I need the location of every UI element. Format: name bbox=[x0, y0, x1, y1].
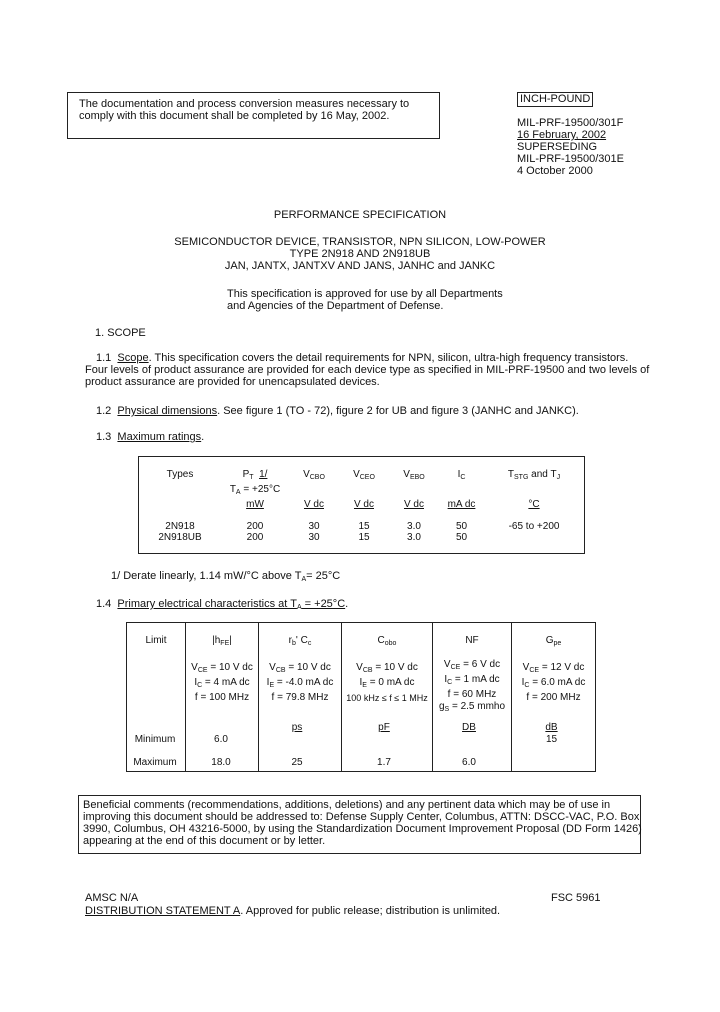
electrical-characteristics-table bbox=[126, 622, 596, 772]
document-header bbox=[517, 117, 624, 177]
section-1-3-title: Maximum ratings bbox=[117, 431, 202, 443]
max-cobo: 1.7 bbox=[377, 757, 391, 768]
section-1-3-number: 1.3 bbox=[96, 431, 112, 443]
row-pt: 200 bbox=[246, 532, 264, 543]
row-vceo: 15 bbox=[358, 532, 370, 543]
table-row bbox=[139, 532, 584, 543]
ratings-footnote: 1/ Derate linearly, 1.14 mW/°C above $T_A= 25^\circ C$ bbox=[111, 570, 341, 583]
col-vebo: $V_{EBO}$ bbox=[403, 469, 425, 481]
col-limit: Limit bbox=[127, 623, 186, 771]
approval-line-2: and Agencies of the Department of Defense. bbox=[227, 300, 444, 312]
unit-temp: °C bbox=[528, 499, 540, 510]
comments-line-1: Beneficial comments (recommendations, additions, deletions) and any pertinent data which may be of use in bbox=[83, 799, 611, 811]
section-1-2-number: 1.2 bbox=[96, 405, 112, 417]
col-gpe: $G_{pe}$ $V_{CE} = 12$ V dc $I_C = 6.0$ mA dc f = 200 MHz bbox=[521, 635, 586, 703]
max-nf: 6.0 bbox=[462, 757, 476, 768]
doc-number: MIL-PRF-19500/301F bbox=[517, 117, 624, 129]
col-hfe: $|h_{FE}|$ $V_{CE} = 10$ V dc $I_C = 4$ mA dc f = 100 MHz bbox=[186, 623, 259, 771]
row-type: 2N918 bbox=[165, 521, 195, 532]
row-pt: 200 bbox=[246, 521, 264, 532]
row-vebo: 3.0 bbox=[407, 532, 421, 543]
col-ic: $I_C$ bbox=[457, 469, 466, 481]
notice-line-1: The documentation and process conversion measures necessary to bbox=[79, 98, 410, 110]
col-rb-cc: $r_b'$ $C_c$ $V_{CB} = 10$ V dc $I_E = -4.0$ mA dc f = 79.8 MHz bbox=[259, 623, 342, 771]
inch-pound-label: INCH-POUND bbox=[520, 93, 591, 105]
min-gpe: 15 bbox=[545, 734, 558, 745]
row-temp: -65 to +200 bbox=[508, 521, 560, 532]
unit-ic: mA dc bbox=[447, 499, 476, 510]
section-1-4-number: 1.4 bbox=[96, 598, 112, 610]
section-1-1-title: Scope bbox=[117, 352, 149, 364]
unit-pt: mW bbox=[246, 499, 264, 510]
col-cobo: $C_{obo}$ $V_{CB} = 10$ V dc $I_E = 0$ mA dc 100 kHz ≤ f ≤ 1 MHz bbox=[342, 623, 433, 771]
row-vceo: 15 bbox=[358, 521, 370, 532]
col-vceo: $V_{CEO}$ bbox=[353, 469, 375, 481]
comments-line-3: 3990, Columbus, OH 43216-5000, by using the Standardization Document Improvement Proposal (DD Form 1426) bbox=[83, 823, 642, 835]
row-ic: 50 bbox=[455, 532, 468, 543]
max-hfe: 18.0 bbox=[211, 757, 231, 768]
maximum-ratings-table bbox=[138, 456, 585, 554]
section-1-1-number: 1.1 bbox=[96, 352, 112, 364]
row-type: 2N918UB bbox=[158, 532, 202, 543]
min-label: Minimum bbox=[134, 734, 176, 745]
col-pt: $P_T$ 1/ $T_A = +25^\circ C$ bbox=[229, 469, 281, 496]
col-nf: NF $V_{CE} = 6$ V dc $I_C = 1$ mA dc f = 60 MHz $g_S = 2.5$ mmho bbox=[433, 623, 512, 771]
prev-doc-date: 4 October 2000 bbox=[517, 165, 593, 177]
section-1-1-line-3: product assurance are provided for unencapsulated devices. bbox=[85, 376, 380, 388]
approval-statement bbox=[227, 288, 503, 312]
row-vcbo: 30 bbox=[308, 532, 320, 543]
inch-pound-badge bbox=[517, 92, 593, 107]
section-1-1-text: . This specification covers the detail requirements for NPN, silicon, ultra-high frequency transistors. bbox=[148, 352, 629, 364]
distribution-label: DISTRIBUTION STATEMENT A bbox=[85, 905, 241, 917]
section-1-2-text: . See figure 1 (TO - 72), figure 2 for UB and figure 3 (JANHC and JANKC). bbox=[217, 405, 579, 417]
max-label: Maximum bbox=[133, 757, 177, 768]
unit-nf: DB bbox=[462, 722, 476, 733]
col-vcbo: $V_{CBO}$ bbox=[303, 469, 325, 481]
unit-rb-cc: ps bbox=[291, 722, 303, 733]
section-1-4-title: Primary electrical characteristics at $T_A = +25^\circ C$ bbox=[117, 598, 346, 611]
table-row bbox=[139, 521, 584, 532]
distribution-statement bbox=[85, 905, 500, 917]
max-rb-cc: 25 bbox=[291, 757, 303, 768]
row-ic: 50 bbox=[455, 521, 468, 532]
title-line-3: JAN, JANTX, JANTXV AND JANS, JANHC and JANKC bbox=[224, 260, 496, 272]
title-line-1: SEMICONDUCTOR DEVICE, TRANSISTOR, NPN SILICON, LOW-POWER bbox=[174, 236, 546, 248]
section-1-4 bbox=[96, 598, 348, 611]
row-vebo: 3.0 bbox=[407, 521, 421, 532]
comments-line-4: appearing at the end of this document or by letter. bbox=[83, 835, 326, 847]
row-vcbo: 30 bbox=[308, 521, 320, 532]
unit-vcbo: V dc bbox=[303, 499, 324, 510]
superseding-label: SUPERSEDING bbox=[517, 141, 598, 153]
amsc-label: AMSC N/A bbox=[85, 892, 139, 904]
notice-line-2: comply with this document shall be completed by 16 May, 2002. bbox=[79, 110, 390, 122]
section-1-2 bbox=[96, 405, 579, 417]
section-1-3-period: . bbox=[201, 431, 205, 443]
conversion-notice-box bbox=[67, 92, 440, 139]
prev-doc-number: MIL-PRF-19500/301E bbox=[517, 153, 624, 165]
comments-box bbox=[78, 795, 641, 854]
section-1-heading: 1. SCOPE bbox=[95, 327, 146, 339]
unit-vceo: V dc bbox=[353, 499, 374, 510]
col-types: Types bbox=[166, 469, 194, 480]
doc-date: 16 February, 2002 bbox=[517, 129, 607, 141]
fsc-label: FSC 5961 bbox=[551, 892, 601, 904]
title-line-2: TYPE 2N918 AND 2N918UB bbox=[289, 248, 431, 260]
unit-gpe: dB bbox=[545, 722, 558, 733]
section-1-1-line-2: Four levels of product assurance are provided for each device type as specified in MIL-PRF-19500 and two levels of bbox=[85, 364, 650, 376]
min-hfe: 6.0 bbox=[214, 734, 228, 745]
unit-cobo: pF bbox=[378, 722, 390, 733]
approval-line-1: This specification is approved for use by all Departments bbox=[227, 288, 503, 300]
spec-title bbox=[0, 236, 720, 272]
units-row bbox=[139, 499, 584, 521]
col-temp: $T_{STG}$ and $T_J$ bbox=[507, 469, 561, 481]
spec-type: PERFORMANCE SPECIFICATION bbox=[273, 209, 447, 221]
section-1-2-title: Physical dimensions bbox=[117, 405, 218, 417]
section-1-3 bbox=[96, 431, 204, 443]
row-temp bbox=[484, 532, 584, 543]
comments-line-2: improving this document should be addressed to: Defense Supply Center, Columbus, ATTN: DSCC-VAC, P.O. Box bbox=[83, 811, 640, 823]
section-1-1 bbox=[85, 352, 705, 388]
section-1-4-period: . bbox=[345, 598, 349, 610]
distribution-text: . Approved for public release; distribution is unlimited. bbox=[240, 905, 501, 917]
unit-vebo: V dc bbox=[403, 499, 424, 510]
